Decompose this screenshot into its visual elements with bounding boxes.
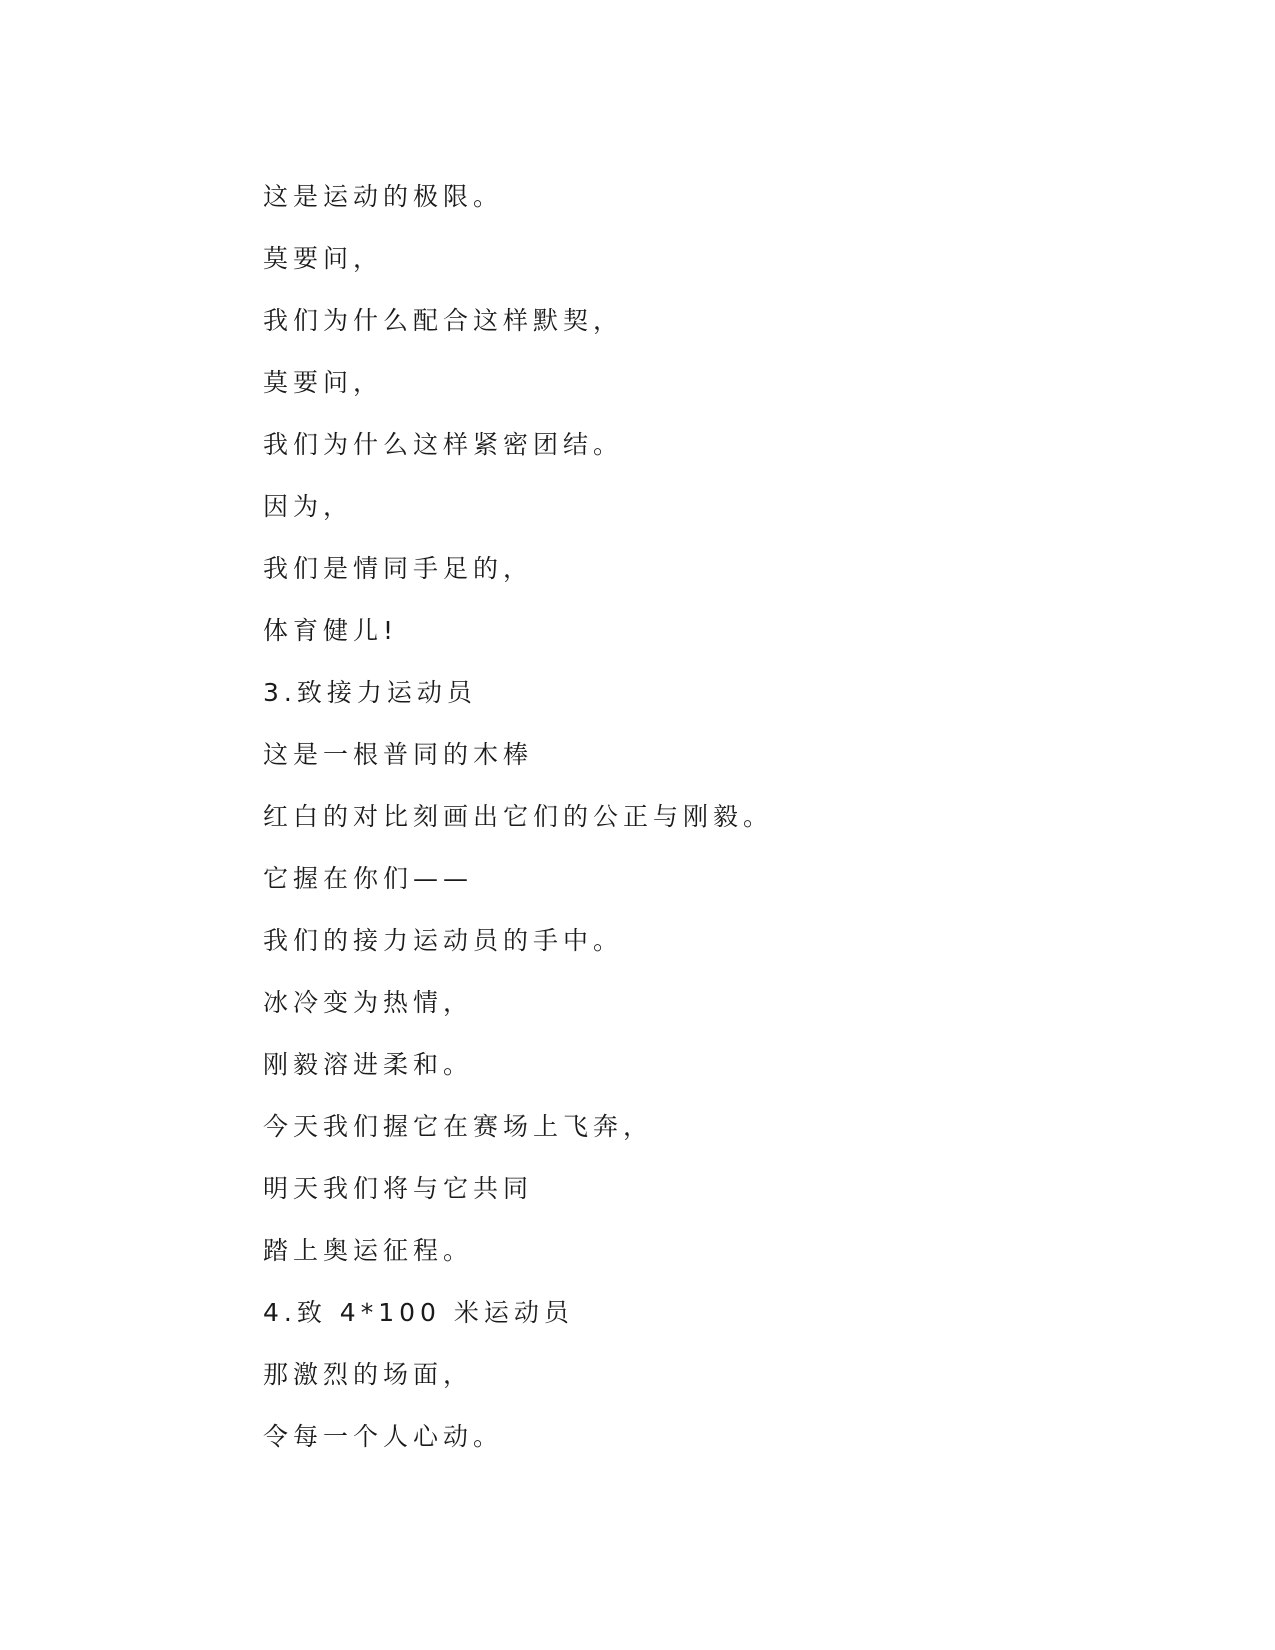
text-line: 红白的对比刻画出它们的公正与刚毅。 <box>263 802 774 831</box>
section-heading: 3.致接力运动员 <box>263 678 477 707</box>
text-line: 刚毅溶进柔和。 <box>263 1050 474 1079</box>
text-line: 明天我们将与它共同 <box>263 1174 534 1203</box>
text-line: 令每一个人心动。 <box>263 1422 504 1451</box>
text-line: 踏上奥运征程。 <box>263 1236 474 1265</box>
text-line: 我们是情同手足的， <box>263 554 534 583</box>
text-line: 我们为什么配合这样默契， <box>263 306 624 335</box>
text-line: 体育健儿! <box>263 616 399 645</box>
text-line: 莫要问， <box>263 368 384 397</box>
text-line: 我们为什么这样紧密团结。 <box>263 430 624 459</box>
text-line: 这是一根普同的木棒 <box>263 740 534 769</box>
poem-body <box>263 166 1163 1468</box>
text-line: 这是运动的极限。 <box>263 182 504 211</box>
section-heading: 4.致 4*100 米运动员 <box>263 1298 574 1327</box>
text-line: 那激烈的场面， <box>263 1360 474 1389</box>
text-line: 我们的接力运动员的手中。 <box>263 926 624 955</box>
text-line: 今天我们握它在赛场上飞奔， <box>263 1112 654 1141</box>
text-line: 它握在你们—— <box>263 864 474 893</box>
text-line: 莫要问， <box>263 244 384 273</box>
text-line: 因为， <box>263 492 354 521</box>
text-line: 冰冷变为热情， <box>263 988 474 1017</box>
